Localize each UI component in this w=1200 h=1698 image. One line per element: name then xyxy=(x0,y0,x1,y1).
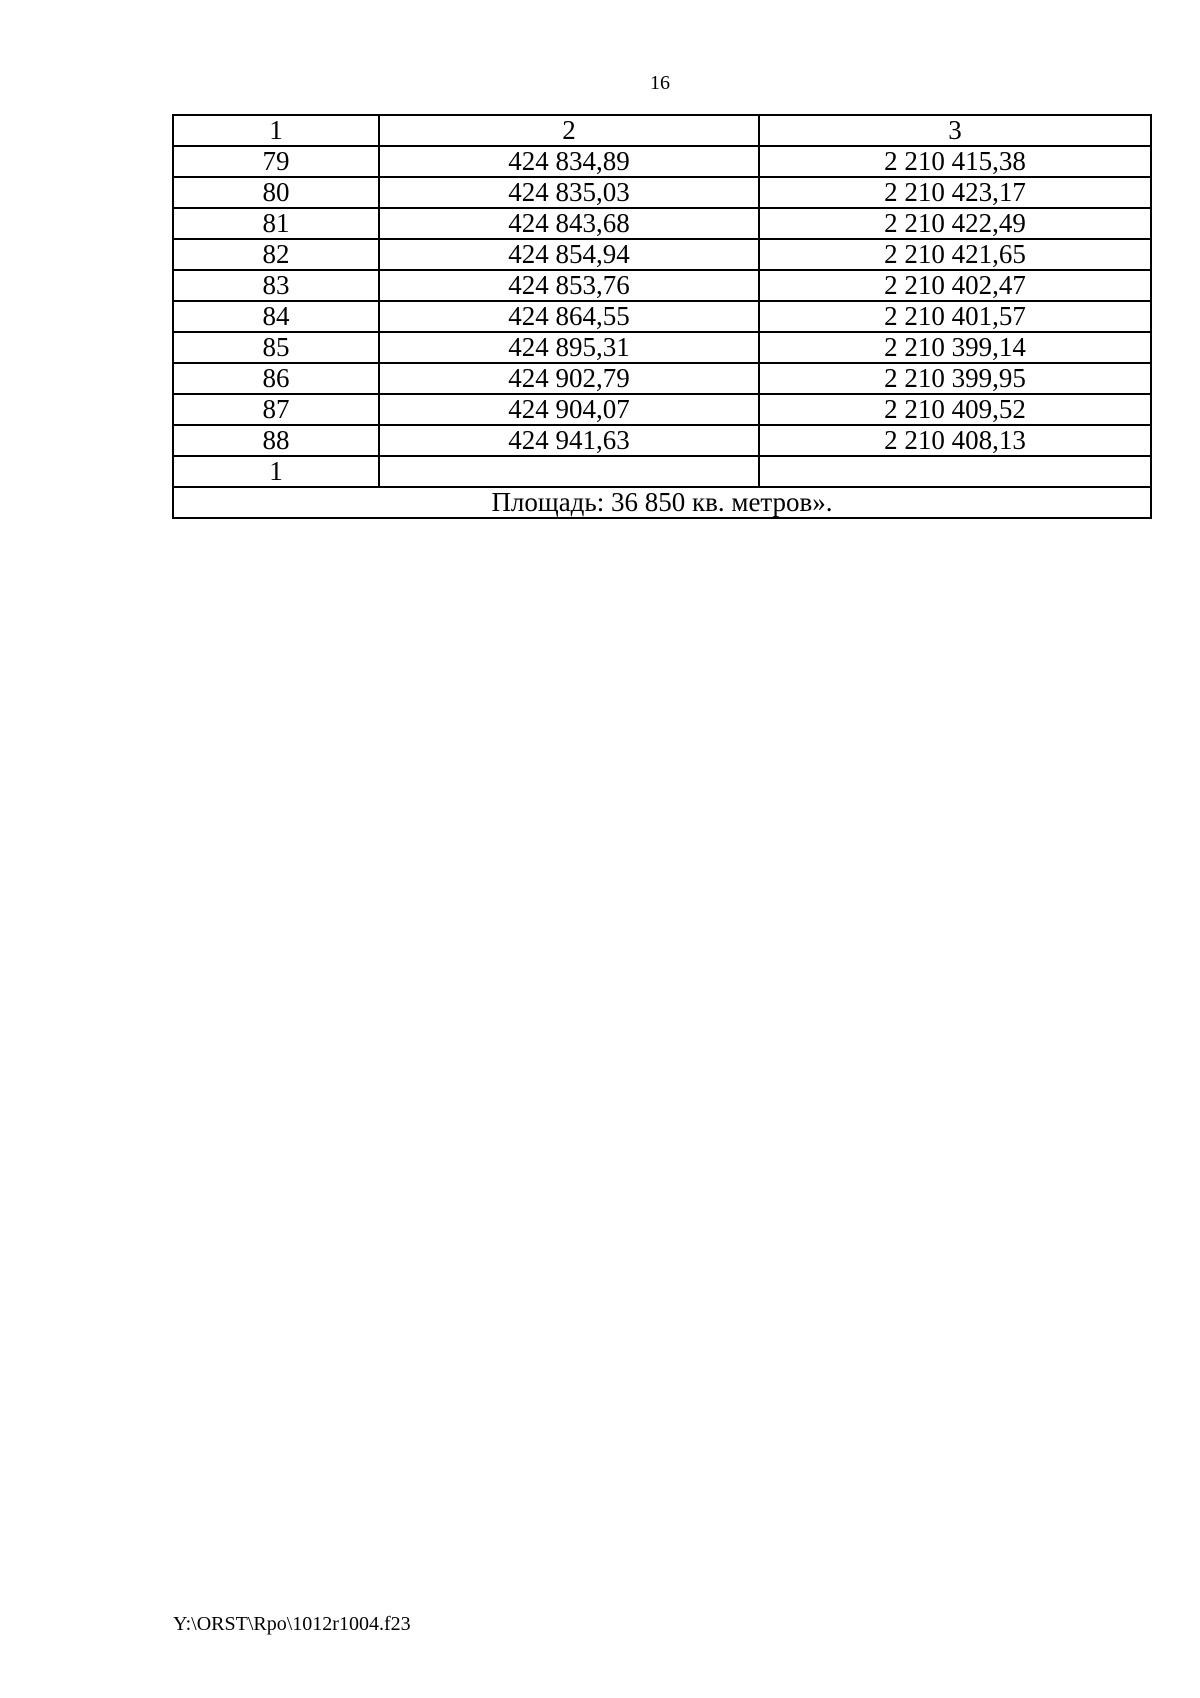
point-number-cell: 88 xyxy=(173,425,379,456)
x-coordinate-cell: 424 834,89 xyxy=(379,146,759,177)
y-coordinate-cell: 2 210 402,47 xyxy=(759,270,1151,301)
table-row xyxy=(173,239,1151,270)
x-coordinate-cell: 424 853,76 xyxy=(379,270,759,301)
y-coordinate-cell: 2 210 399,95 xyxy=(759,363,1151,394)
table-row xyxy=(173,146,1151,177)
point-number-cell: 84 xyxy=(173,301,379,332)
area-cell: Площадь: 36 850 кв. метров». xyxy=(173,487,1151,518)
table-row xyxy=(173,456,1151,487)
table-row xyxy=(173,208,1151,239)
y-coordinate-cell: 2 210 423,17 xyxy=(759,177,1151,208)
x-coordinate-cell xyxy=(379,456,759,487)
point-number-cell: 85 xyxy=(173,332,379,363)
table-row xyxy=(173,394,1151,425)
y-coordinate-cell: 2 210 408,13 xyxy=(759,425,1151,456)
y-coordinate-cell: 2 210 421,65 xyxy=(759,239,1151,270)
x-coordinate-cell: 424 895,31 xyxy=(379,332,759,363)
y-coordinate-cell: 2 210 401,57 xyxy=(759,301,1151,332)
x-coordinate-cell: 424 941,63 xyxy=(379,425,759,456)
y-coordinate-cell: 2 210 399,14 xyxy=(759,332,1151,363)
table-header-row xyxy=(173,115,1151,146)
x-coordinate-cell: 424 902,79 xyxy=(379,363,759,394)
y-coordinate-cell xyxy=(759,456,1151,487)
x-coordinate-cell: 424 835,03 xyxy=(379,177,759,208)
point-number-cell: 82 xyxy=(173,239,379,270)
y-coordinate-cell: 2 210 415,38 xyxy=(759,146,1151,177)
page-number: 16 xyxy=(650,72,670,94)
header-cell: 2 xyxy=(379,115,759,146)
x-coordinate-cell: 424 843,68 xyxy=(379,208,759,239)
table-row xyxy=(173,425,1151,456)
y-coordinate-cell: 2 210 422,49 xyxy=(759,208,1151,239)
point-number-cell: 83 xyxy=(173,270,379,301)
table-row xyxy=(173,363,1151,394)
table-row xyxy=(173,301,1151,332)
table-row xyxy=(173,177,1151,208)
coordinates-table xyxy=(172,114,1152,519)
table-row xyxy=(173,332,1151,363)
point-number-cell: 79 xyxy=(173,146,379,177)
header-cell: 1 xyxy=(173,115,379,146)
area-row xyxy=(173,487,1151,518)
footer-file-path: Y:\ORST\Rpo\1012r1004.f23 xyxy=(173,1613,411,1635)
x-coordinate-cell: 424 864,55 xyxy=(379,301,759,332)
point-number-cell: 80 xyxy=(173,177,379,208)
y-coordinate-cell: 2 210 409,52 xyxy=(759,394,1151,425)
header-cell: 3 xyxy=(759,115,1151,146)
point-number-cell: 1 xyxy=(173,456,379,487)
point-number-cell: 81 xyxy=(173,208,379,239)
x-coordinate-cell: 424 904,07 xyxy=(379,394,759,425)
table-row xyxy=(173,270,1151,301)
point-number-cell: 86 xyxy=(173,363,379,394)
x-coordinate-cell: 424 854,94 xyxy=(379,239,759,270)
point-number-cell: 87 xyxy=(173,394,379,425)
